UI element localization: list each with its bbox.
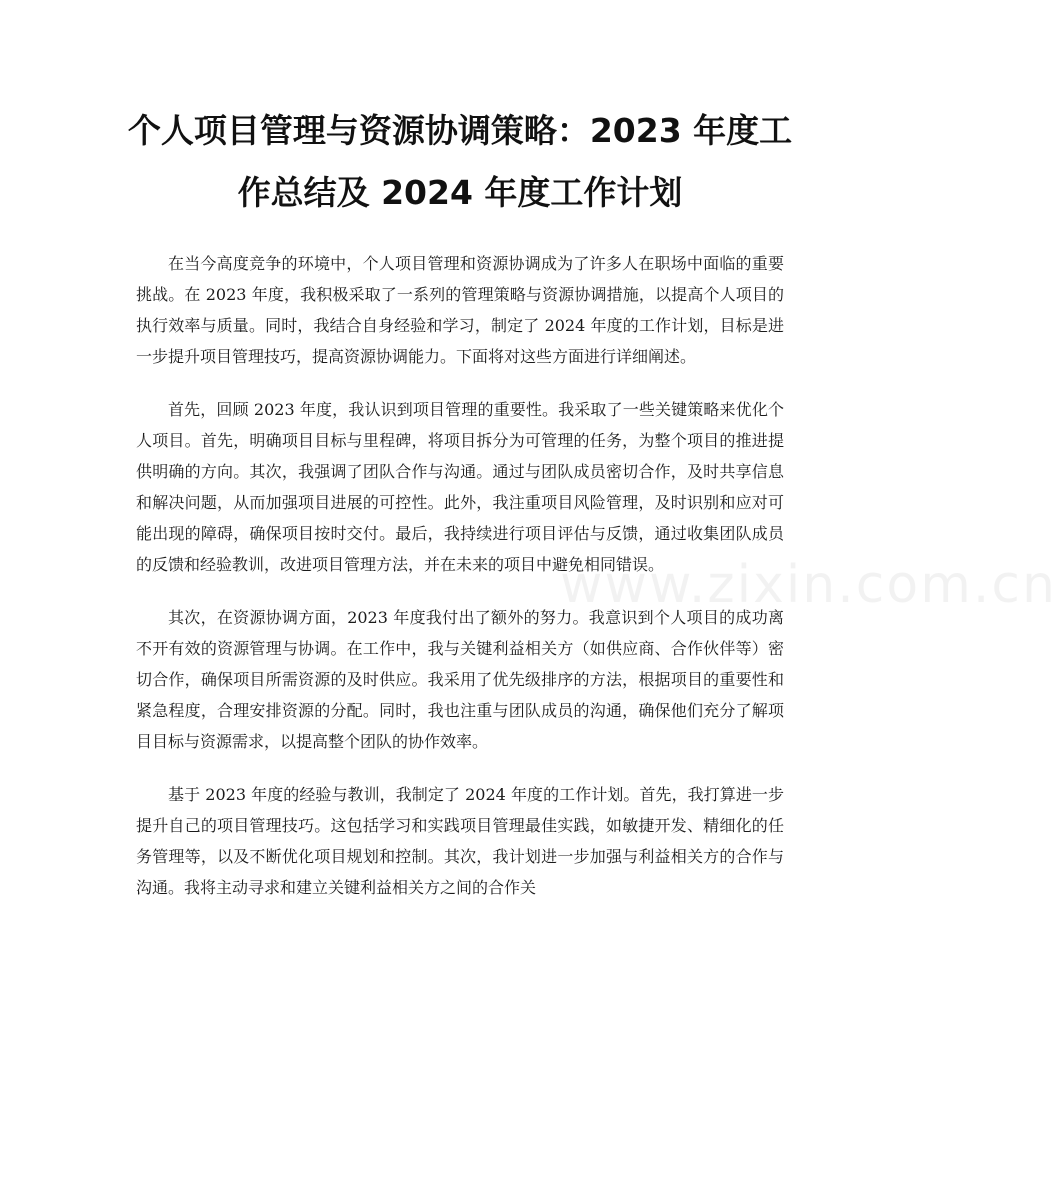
watermark: www.zixin.com.cn — [560, 555, 1057, 615]
paragraph-2024-plan: 基于 2023 年度的经验与教训，我制定了 2024 年度的工作计划。首先，我打算进一步提升自己的项目管理技巧。这包括学习和实践项目管理最佳实践，如敏捷开发、精细化的任务管理等，以及不断优化项目规划和控制。其次，我计划进一步加强与利益相关方的合作与沟通。我将主动寻求和建立关键利益相关方之间的合作关 — [136, 785, 784, 897]
document-title: 个人项目管理与资源协调策略：2023 年度工作总结及 2024 年度工作计划 — [127, 111, 793, 212]
paragraph-project-management: 首先，回顾 2023 年度，我认识到项目管理的重要性。我采取了一些关键策略来优化个人项目。首先，明确项目目标与里程碑，将项目拆分为可管理的任务，为整个项目的推进提供明确的方向。其次，我强调了团队合作与沟通。通过与团队成员密切合作，及时共享信息和解决问题，从而加强项目进展的可控性。此外，我注重项目风险管理，及时识别和应对可能出现的障碍，确保项目按时交付。最后，我持续进行项目评估与反馈，通过收集团队成员的反馈和经验教训，改进项目管理方法，并在未来的项目中避免相同错误。 — [136, 400, 784, 574]
document-body — [136, 248, 784, 925]
paragraph-intro: 在当今高度竞争的环境中，个人项目管理和资源协调成为了许多人在职场中面临的重要挑战。在 2023 年度，我积极采取了一系列的管理策略与资源协调措施，以提高个人项目的执行效率与质量。同时，我结合自身经验和学习，制定了 2024 年度的工作计划，目标是进一步提升项目管理技巧，提高资源协调能力。下面将对这些方面进行详细阐述。 — [136, 254, 784, 366]
paragraph-resource-coordination: 其次，在资源协调方面，2023 年度我付出了额外的努力。我意识到个人项目的成功离不开有效的资源管理与协调。在工作中，我与关键利益相关方（如供应商、合作伙伴等）密切合作，确保项目所需资源的及时供应。我采用了优先级排序的方法，根据项目的重要性和紧急程度，合理安排资源的分配。同时，我也注重与团队成员的沟通，确保他们充分了解项目目标与资源需求，以提高整个团队的协作效率。 — [136, 608, 784, 751]
